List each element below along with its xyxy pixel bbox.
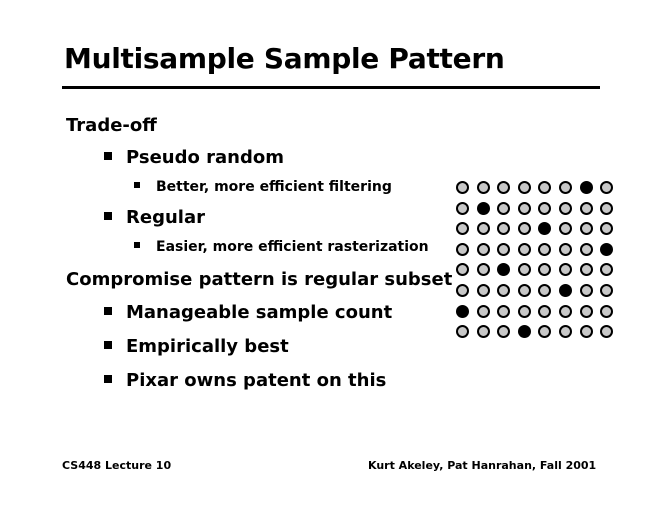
bullet-pseudo-random xyxy=(104,149,284,167)
sample-dot xyxy=(600,181,613,194)
sample-dot xyxy=(477,325,490,338)
sample-dot xyxy=(538,202,551,215)
sample-dot xyxy=(600,325,613,338)
footer-course: CS448 Lecture 10 xyxy=(62,459,172,472)
sample-dot xyxy=(600,305,613,318)
bullet-easier-rasterization xyxy=(134,240,429,254)
bullet-manageable-count xyxy=(104,304,392,322)
sample-dot xyxy=(538,263,551,276)
sample-dot xyxy=(518,243,531,256)
bullet-text: Regular xyxy=(126,207,205,228)
footer-authors: Kurt Akeley, Pat Hanrahan, Fall 2001 xyxy=(368,459,597,472)
square-bullet-icon xyxy=(104,307,112,315)
bullet-text: Pixar owns patent on this xyxy=(126,370,387,391)
sample-dot xyxy=(497,181,510,194)
sample-dot xyxy=(477,243,490,256)
sample-dot xyxy=(456,181,469,194)
sample-dot xyxy=(518,202,531,215)
sample-dot xyxy=(497,243,510,256)
bullet-text: Manageable sample count xyxy=(126,302,393,323)
sample-dot xyxy=(477,263,490,276)
bullet-pixar-patent xyxy=(104,372,386,390)
sample-dot xyxy=(477,181,490,194)
sample-dot xyxy=(580,222,593,235)
sample-dot xyxy=(559,202,572,215)
sample-dot xyxy=(580,263,593,276)
slide-title: Multisample Sample Pattern xyxy=(64,42,505,75)
sample-dot-selected xyxy=(538,222,551,235)
square-bullet-icon xyxy=(104,152,112,160)
bullet-text: Easier, more efficient rasterization xyxy=(156,239,429,255)
sample-dot xyxy=(600,202,613,215)
sample-dot xyxy=(538,325,551,338)
sample-dot xyxy=(559,181,572,194)
sample-dot-selected xyxy=(456,305,469,318)
sample-dot xyxy=(538,305,551,318)
sample-dot xyxy=(497,305,510,318)
bullet-text: Empirically best xyxy=(126,336,289,357)
sample-dot-selected xyxy=(559,284,572,297)
sample-dot xyxy=(497,222,510,235)
sample-dot xyxy=(456,263,469,276)
sample-dot xyxy=(559,325,572,338)
square-bullet-icon xyxy=(104,341,112,349)
square-bullet-icon xyxy=(104,375,112,383)
bullet-text: Compromise pattern is regular subset xyxy=(66,269,453,290)
sample-dot xyxy=(497,202,510,215)
square-bullet-icon xyxy=(134,182,140,188)
sample-dot-selected xyxy=(600,243,613,256)
bullet-text: Pseudo random xyxy=(126,147,284,168)
sample-dot xyxy=(518,222,531,235)
sample-dot-selected xyxy=(497,263,510,276)
sample-dot xyxy=(477,222,490,235)
sample-dot xyxy=(518,305,531,318)
sample-dot-selected xyxy=(477,202,490,215)
bullet-better-filtering xyxy=(134,180,392,194)
sample-dot xyxy=(456,325,469,338)
sample-dot xyxy=(580,202,593,215)
sample-dot xyxy=(600,222,613,235)
sample-dot xyxy=(559,263,572,276)
sample-dot xyxy=(518,181,531,194)
sample-dot xyxy=(456,202,469,215)
sample-dot xyxy=(518,284,531,297)
bullet-text: Better, more efficient filtering xyxy=(156,179,392,195)
bullet-trade-off xyxy=(66,117,157,135)
sample-dot xyxy=(538,181,551,194)
bullet-compromise-pattern xyxy=(66,271,452,289)
title-rule xyxy=(62,86,600,89)
sample-dot xyxy=(559,222,572,235)
sample-dot xyxy=(538,243,551,256)
sample-dot xyxy=(600,284,613,297)
sample-dot-selected xyxy=(518,325,531,338)
square-bullet-icon xyxy=(104,212,112,220)
sample-dot xyxy=(456,284,469,297)
square-bullet-icon xyxy=(134,242,140,248)
sample-dot xyxy=(559,305,572,318)
sample-dot xyxy=(497,284,510,297)
sample-dot xyxy=(580,284,593,297)
sample-dot xyxy=(456,243,469,256)
sample-dot xyxy=(477,305,490,318)
sample-dot-selected xyxy=(580,181,593,194)
sample-dot xyxy=(600,263,613,276)
sample-dot xyxy=(580,325,593,338)
sample-dot xyxy=(580,243,593,256)
sample-dot xyxy=(477,284,490,297)
sample-dot xyxy=(559,243,572,256)
sample-dot xyxy=(580,305,593,318)
bullet-empirically-best xyxy=(104,338,289,356)
sample-dot xyxy=(518,263,531,276)
sample-pattern-grid xyxy=(456,181,616,335)
sample-dot xyxy=(497,325,510,338)
sample-dot xyxy=(538,284,551,297)
bullet-regular xyxy=(104,209,205,227)
sample-dot xyxy=(456,222,469,235)
bullet-text: Trade-off xyxy=(66,115,157,136)
